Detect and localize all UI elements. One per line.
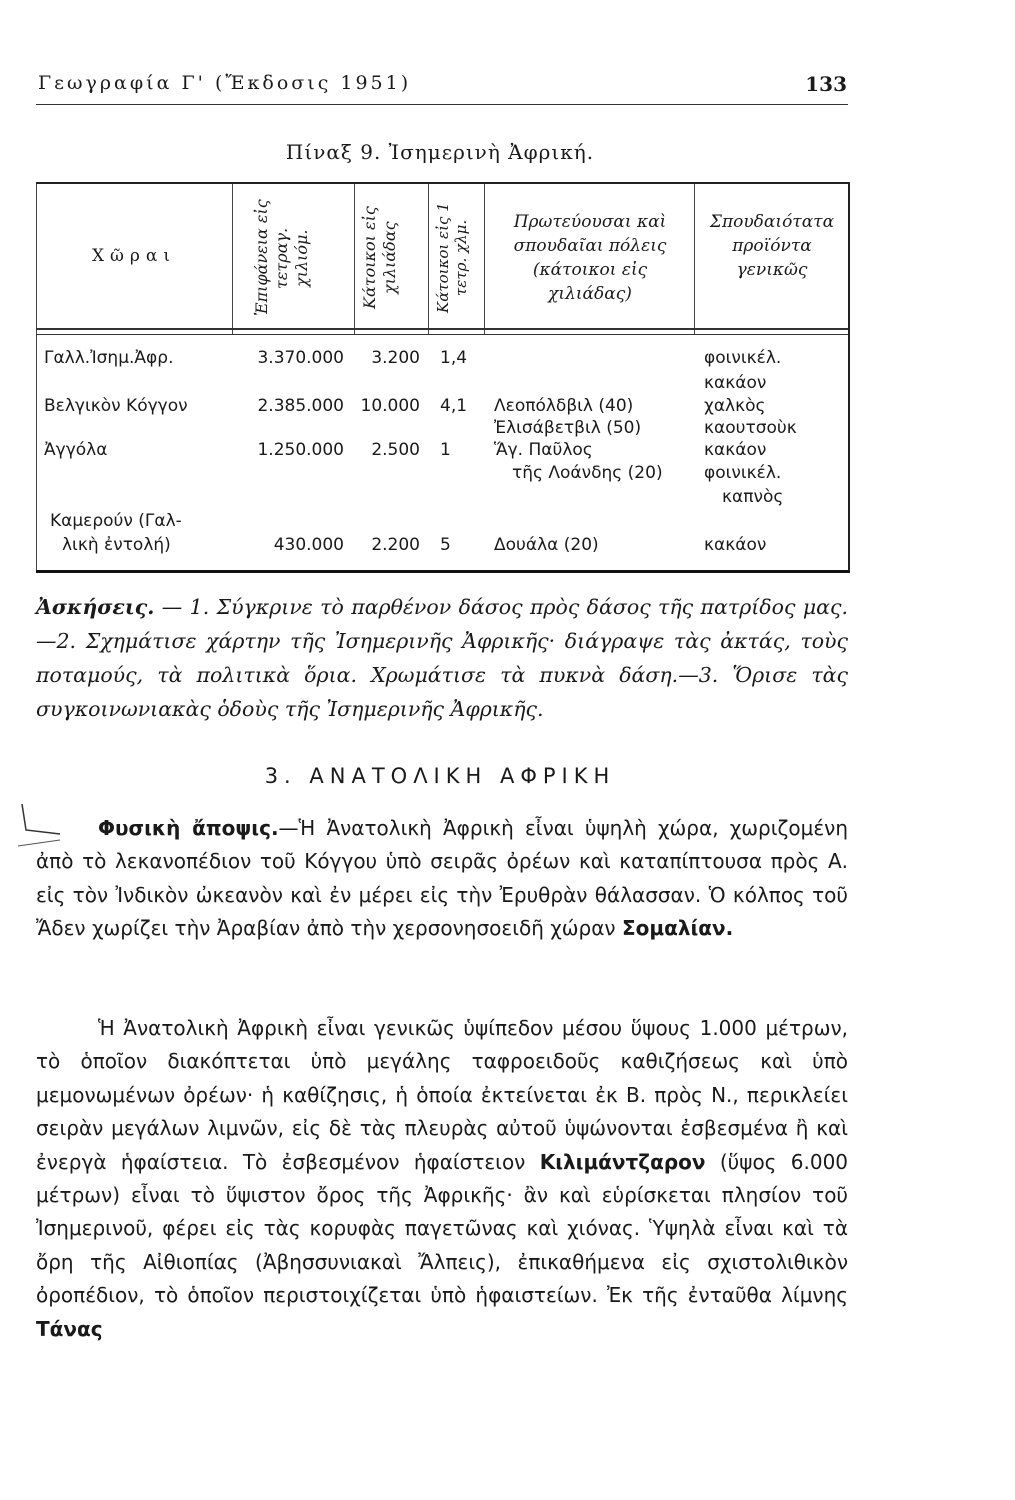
cell-products: κακάον [704, 373, 767, 393]
cell-population: 2.500 [371, 440, 420, 460]
column-separator [354, 184, 355, 334]
column-separator [694, 184, 695, 334]
header-rule [36, 328, 848, 330]
cell-products: καπνὸς [722, 487, 784, 507]
page-number: 133 [805, 72, 847, 96]
header-density: Κάτοικοι εἰς 1 τετρ. χλμ. [434, 202, 470, 314]
cell-products: κακάον [704, 440, 767, 460]
cell-products: καουτσοὺκ [704, 418, 797, 438]
running-head: Γεωγραφία Γ' (Ἔκδοσις 1951) [38, 72, 412, 94]
cell-density: 1,4 [440, 348, 468, 368]
header-rule [36, 334, 848, 335]
cell-area: 430.000 [273, 535, 344, 555]
data-table [36, 182, 850, 573]
paragraph-plateau [36, 1012, 848, 1346]
paragraph-physical-aspect [36, 812, 848, 946]
bold-term: Τάνας [36, 1316, 103, 1341]
cell-population: 2.200 [371, 535, 420, 555]
paragraph-text: —Ἡ Ἀνατολικὴ Ἀφρικὴ εἶναι ὑψηλὴ χώρα, χωριζομένη ἀπὸ τὸ λεκανοπέδιον τοῦ Κόγγου ὑπὸ σειρᾶς ὀρέων καὶ καταπίπτουσα πρὸς Α. εἰς τὸν Ἰνδικὸν ὠκεανὸν καὶ ἐν μέρει εἰς τὴν Ἐρυθρὰν θάλασσαν. Ὁ κόλπος τοῦ Ἄδεν χωρίζει τὴν Ἀραβίαν ἀπὸ τὴν χερσονησοειδῆ χώραν [36, 816, 848, 941]
cell-density: 4,1 [440, 396, 468, 416]
cell-area: 1.250.000 [257, 440, 344, 460]
cell-city: τῆς Λοάνδης (20) [512, 463, 663, 483]
column-separator [232, 184, 233, 334]
header-cities: Πρωτεύουσαι καὶ σπουδαῖαι πόλεις (κάτοικοι εἰς χιλιάδας) [513, 212, 667, 304]
cell-products: χαλκὸς [704, 396, 766, 416]
exercises-label: Ἀσκήσεις. [36, 595, 155, 619]
cell-population: 3.200 [371, 348, 420, 368]
paragraph-text: (ὕψος 6.000 μέτρων) εἶναι τὸ ὕψιστον ὄρος τῆς Ἀφρικῆς· ἂν καὶ εὑρίσκεται πλησίον τοῦ Ἰσημερινοῦ, φέρει εἰς τὰς κορυφὰς παγετῶνας καὶ χιόνας. Ὑψηλὰ εἶναι καὶ τὰ ὄρη τῆς Αἰθιοπίας (Ἀβησσυνιακαὶ Ἄλπεις), ἐπικαθήμενα εἰς σχιστολιθικὸν ὀροπέδιον, τὸ ὁποῖον περιστοιχίζεται ὑπὸ ἡφαιστείων. Ἐκ τῆς ἐνταῦθα λίμνης [36, 1149, 849, 1308]
section-title: 3. ΑΝΑΤΟΛΙΚΗ ΑΦΡΙΚΗ [264, 764, 616, 788]
cell-country: Ἀγγόλα [44, 440, 108, 460]
header-products: Σπουδαιότατα προϊόντα γενικῶς [709, 212, 835, 280]
cell-density: 1 [440, 440, 451, 460]
paragraph-text: Ἡ Ἀνατολικὴ Ἀφρικὴ εἶναι γενικῶς ὑψίπεδον μέσου ὕψους 1.000 μέτρων, τὸ ὁποῖον διακόπτεται ὑπὸ μεγάλης ταφροειδοῦς καθιζήσεως καὶ ὑπὸ μεμονωμένων ὀρέων· ἡ καθίζησις, ἡ ὁποία ἐκτείνεται ἐκ Β. πρὸς Ν., περικλείει σειρὰν μεγάλων λιμνῶν, εἰς δὲ τὰς πλευρὰς αὐτοῦ ὑψώνονται ἐσβεσμένα ἢ καὶ ἐνεργὰ ἡφαίστεια. Τὸ ἐσβεσμένον ἡφαίστειον [36, 1016, 848, 1174]
cell-city: Δουάλα (20) [494, 535, 599, 555]
cell-density: 5 [440, 535, 451, 555]
cell-country: Γαλλ.Ἰσημ.Ἀφρ. [44, 348, 174, 368]
header-population: Κάτοικοι εἰς χιλιάδας [360, 206, 399, 310]
cell-city: Ἐλισάβετβιλ (50) [494, 418, 642, 438]
cell-city: Ἅγ. Παῦλος [494, 440, 593, 460]
header-countries: Χῶραι [91, 246, 177, 266]
cell-area: 3.370.000 [257, 348, 344, 368]
cell-population: 10.000 [360, 396, 420, 416]
bold-term: Κιλιμάντζαρον [539, 1149, 706, 1174]
cell-country: λικὴ ἐντολή) [62, 535, 171, 555]
cell-products: κακάον [704, 535, 767, 555]
cell-products: φοινικέλ. [704, 463, 782, 483]
exercises [36, 590, 848, 726]
header-rule [36, 104, 848, 105]
header-area: Ἐπιφάνεια εἰς τετραγ. χιλιόμ. [252, 199, 311, 317]
paragraph-heading: Φυσικὴ ἄποψις. [98, 816, 279, 840]
bold-term: Σομαλίαν. [621, 916, 734, 941]
column-separator [484, 184, 485, 334]
table-title: Πίναξ 9. Ἰσημερινὴ Ἀφρική. [285, 140, 595, 164]
exercises-text: — 1. Σύγκρινε τὸ παρθένον δάσος πρὸς δάσος τῆς πατρίδος μας.—2. Σχημάτισε χάρτην τῆς Ἰσημερινῆς Ἀφρικῆς· διάγραψε τὰς ἀκτάς, τοὺς ποταμούς, τὰ πολιτικὰ ὅρια. Χρωμάτισε τὰ πυκνὰ δάση.—3. Ὅρισε τὰς συγκοινωνιακὰς ὁδοὺς τῆς Ἰσημερινῆς Ἀφρικῆς. [36, 595, 848, 721]
cell-products: φοινικέλ. [704, 348, 782, 368]
cell-country: Βελγικὸν Κόγγον [44, 396, 188, 416]
column-separator [36, 184, 37, 570]
cell-country: Καμερούν (Γαλ- [50, 511, 182, 531]
cell-city: Λεοπόλδβιλ (40) [494, 396, 634, 416]
cell-area: 2.385.000 [257, 396, 344, 416]
column-separator [428, 184, 429, 334]
